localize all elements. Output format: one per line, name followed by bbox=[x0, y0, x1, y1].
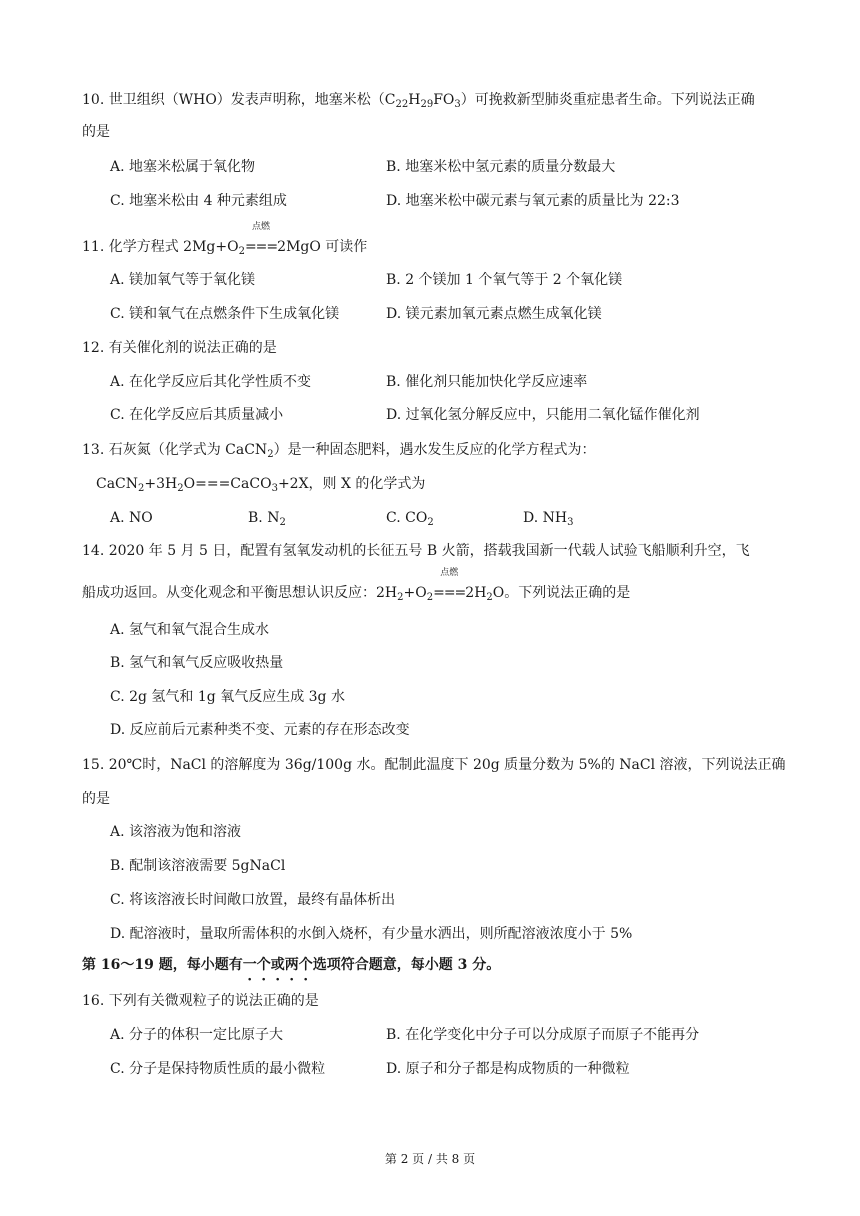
q12-option-b: B. 催化剂只能加快化学反应速率 bbox=[386, 374, 588, 390]
q16-option-a: A. 分子的体积一定比原子大 bbox=[110, 1027, 284, 1043]
q14-option-c: C. 2g 氢气和 1g 氧气反应生成 3g 水 bbox=[110, 689, 345, 705]
q10-option-d: D. 地塞米松中碳元素与氧元素的质量比为 22:3 bbox=[386, 193, 680, 209]
q11-option-c: C. 镁和氧气在点燃条件下生成氧化镁 bbox=[110, 306, 340, 322]
q13-equation: $CaCN_2+3H_2O===CaCO_3+2X$，则 X 的化学式为 bbox=[96, 476, 426, 494]
q15-option-d: D. 配溶液时，量取所需体积的水倒入烧杯，有少量水洒出，则所配溶液浓度小于 5% bbox=[110, 926, 633, 942]
q10-stem-line2: 的是 bbox=[82, 124, 110, 140]
reaction-condition-arrow: 点燃 === bbox=[433, 568, 466, 601]
q13-option-d: D. $NH_3$ bbox=[523, 510, 574, 528]
q12-option-a: A. 在化学反应后其化学性质不变 bbox=[110, 374, 312, 390]
q15-option-c: C. 将该溶液长时间敞口放置，最终有晶体析出 bbox=[110, 892, 396, 908]
q14-option-d: D. 反应前后元素种类不变、元素的存在形态改变 bbox=[110, 722, 410, 738]
q10-option-c: C. 地塞米松由 4 种元素组成 bbox=[110, 193, 287, 209]
reaction-condition-arrow: 点燃 === bbox=[244, 222, 278, 255]
q10-stem-line1: 10. 世卫组织（WHO）发表声明称，地塞米松$(C_{22}H_{29}FO_3)$可挽救新型肺炎重症患者生命。下列说法正确 bbox=[82, 92, 755, 110]
q14-option-b: B. 氢气和氧气反应吸收热量 bbox=[110, 655, 284, 671]
q13-option-a: A. NO bbox=[110, 510, 153, 526]
q10-option-a: A. 地塞米松属于氧化物 bbox=[110, 159, 256, 175]
q11-option-d: D. 镁元素加氧元素点燃生成氧化镁 bbox=[386, 306, 602, 322]
q16-stem: 16. 下列有关微观粒子的说法正确的是 bbox=[82, 993, 319, 1009]
page-footer: 第 2 页 / 共 8 页 bbox=[384, 1152, 476, 1166]
q14-stem-line1: 14. 2020 年 5 月 5 日，配置有氢氧发动机的长征五号 B 火箭，搭载我国新一代载人试验飞船顺利升空，飞 bbox=[82, 543, 750, 559]
q15-option-a: A. 该溶液为饱和溶液 bbox=[110, 824, 242, 840]
q15-option-b: B. 配制该溶液需要 5gNaCl bbox=[110, 858, 286, 874]
q11-option-b: B. 2 个镁加 1 个氧气等于 2 个氧化镁 bbox=[386, 272, 623, 288]
q12-option-d: D. 过氧化氢分解反应中，只能用二氧化锰作催化剂 bbox=[386, 407, 700, 423]
q11-stem: 11. 化学方程式 $2Mg+O_2$ 点燃 ===2MgO 可读作 bbox=[82, 222, 368, 257]
q13-option-c: C. $CO_2$ bbox=[386, 510, 434, 528]
q15-stem-line2: 的是 bbox=[82, 791, 110, 807]
q16-option-b: B. 在化学变化中分子可以分成原子而原子不能再分 bbox=[386, 1027, 700, 1043]
q10-option-b: B. 地塞米松中氢元素的质量分数最大 bbox=[386, 159, 616, 175]
q14-stem-line2: 船成功返回。从变化观念和平衡思想认识反应：$2H_2+O_2$ 点燃 $===2H_2O$。下列说法正确的是 bbox=[82, 568, 631, 603]
q12-option-c: C. 在化学反应后其质量减小 bbox=[110, 407, 284, 423]
q15-stem-line1: 15. 20℃时，NaCl 的溶解度为 36g/100g 水。配制此温度下 20g 质量分数为 5%的 NaCl 溶液，下列说法正确 bbox=[82, 757, 786, 773]
q13-option-b: B. $N_2$ bbox=[248, 510, 286, 528]
q11-option-a: A. 镁加氧气等于氧化镁 bbox=[110, 272, 256, 288]
q12-stem: 12. 有关催化剂的说法正确的是 bbox=[82, 340, 277, 356]
q16-option-d: D. 原子和分子都是构成物质的一种微粒 bbox=[386, 1061, 630, 1077]
q16-option-c: C. 分子是保持物质性质的最小微粒 bbox=[110, 1061, 326, 1077]
section-heading: 第 16～19 题，每小题有一个或两个选项符合题意，每小题 3 分。 bbox=[82, 957, 501, 973]
q13-stem: 13. 石灰氮（化学式为 CaCN$_2$）是一种固态肥料，遇水发生反应的化学方程式为： bbox=[82, 442, 596, 460]
q14-option-a: A. 氢气和氧气混合生成水 bbox=[110, 622, 270, 638]
